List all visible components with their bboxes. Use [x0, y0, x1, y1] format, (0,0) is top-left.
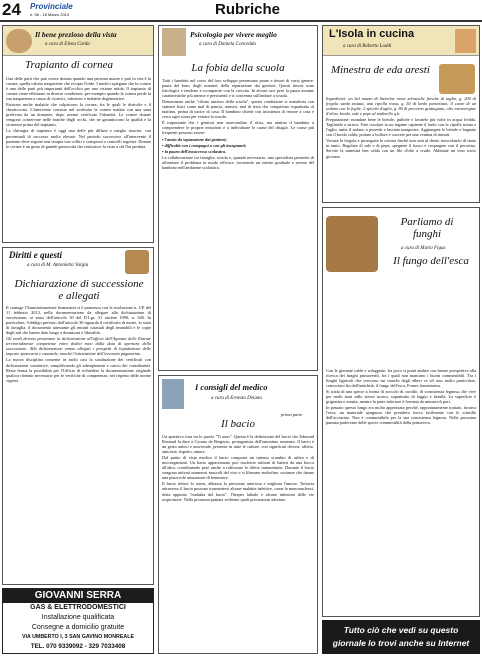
dish-photo: [439, 64, 475, 94]
ad-name: GIOVANNI SERRA: [3, 589, 153, 603]
body-paragraph: Esistono molte malattie che colpiscono la cornea, fra le quali le distrofie e il cheratocono. L'intervento consiste nel sostituire la cornea malata con una sana prelevata da un donatore, dopo averne verificato l'idoneità. Le cornee donate vengono conservate nelle banche degli occhi, che ne garantiscono la qualità e la sicurezza prima del trapianto.: [6, 102, 151, 128]
body-paragraph: Il coniuge l'Amministrazione finanziaria si è promessa con la risoluzione n. 1/E del 11 febbraio 2013, nella documentazione da allegare alla dichiarazione di successione, ai sensi dell'articolo 30 del D.Lgs. 31 ottobre 1990, n. 346. In particolare, l'obbligo previsto dall'articolo 30 riguarda il certificato di morte, lo stato di famiglia, il documento attestante gli estratti catastali degli immobili e le copie degli atti che hanno dato luogo a donazioni o liberalità.: [6, 305, 151, 336]
rubric-title: Psicologia per vivere meglio: [190, 30, 277, 39]
body-paragraph: Dal punto di vista medico il bacio comporta un intenso scambio di saliva e di microrganismi. Un bacio appassionato può trasferire milioni di batteri da una bocca all'altra, contribuendo però anche a rafforzare le difese immunitarie. Durante il bacio vengono attivati numerosi muscoli del viso e si liberano endorfine, sostanze che danno una piacevole sensazione di benessere.: [162, 455, 314, 481]
eye-icon: [6, 29, 32, 53]
article-medico: [158, 375, 318, 654]
body-paragraph: Versate la fregola e proseguite la cottura finché non sarà al dente, mescolando di tanto in tanto. Regolate di sale e di pepe, spegnete il fuoco e cospargete con il pecorino. Servite la minestra ben calda con un filo d'olio a crudo. Abbinate un vino rosso giovane.: [326, 138, 476, 159]
article-title: Il bacio: [221, 418, 255, 430]
body-paragraph: Tutti i bambini nel corso del loro sviluppo presentano paure e timori di vario genere: paura del buio, degli estranei, della separazione dai genitori. Questi timori sono fisiologici e tendono a scomparire con la crescita. In alcuni casi però la paura assume caratteristiche più intense e persistenti e si concentra sull'andare a scuola.: [162, 78, 314, 99]
scales-icon: [125, 250, 149, 274]
rubric-header: [159, 376, 317, 412]
masthead: [0, 0, 482, 22]
mushroom-photo: [326, 216, 378, 272]
article-body: [162, 434, 314, 652]
rubric-title: I consigli del medico: [195, 382, 268, 392]
body-paragraph: Gli eredi devono presentare la dichiarazione all'ufficio dell'Agenzia delle Entrate territorialmente competente entro dodici mesi dalla data di apertura della successione. Alla dichiarazione vanno allegati i prospetti di liquidazione delle imposte ipotecaria e catastale, nonché l'attestazione dell'avvenuto pagamento.: [6, 336, 151, 357]
ad-line: GAS & ELETTRODOMESTICI: [30, 604, 126, 611]
ad-line: TEL. 070 9339092 - 329 7033408: [30, 643, 126, 650]
article-title: Minestra de eda aresti: [331, 64, 430, 76]
section-title: Rubriche: [215, 1, 281, 18]
rubric-byline: a cura di Mario Figus: [401, 246, 446, 251]
article-body: [326, 96, 476, 200]
body-paragraph: In passato questo fungo era molto apprezzato perché, opportunamente trattato, forniva l'esca, un materiale spugnoso che prendeva fuoco facilmente con le scintille dell'acciarino. Non è commestibile per la sua consistenza legnosa. Nella prossima puntata parleremo delle specie commestibili della primavera.: [326, 405, 476, 426]
body-paragraph: Il bacio riduce lo stress, abbassa la pressione arteriosa e migliora l'umore. Tuttavia attraverso il bacio possono trasmettersi alcune malattie infettive, come la mononucleosi, detta appunto "malattia del bacio", l'herpes labiale e alcune infezioni delle vie respiratorie. Nella prossima puntata vedremo quali precauzioni adottare.: [162, 481, 314, 502]
body-paragraph: Si tratta di una specie a forma di zoccolo di cavallo, di consistenza legnosa, che vive per molti anni sullo stesso tronco, soprattutto di faggio e betulla. La superficie è grigiastra e zonata, mentre la parte inferiore è formata da minuscoli pori.: [326, 389, 476, 405]
brand-logo: Provinciale: [30, 2, 73, 11]
issue-info: n. 06 - 18 Marzo 2013: [30, 12, 70, 17]
ingredients: Ingredienti: un bel mazzo di bietoline rosse selvatiche fresche di taglio, g. 200 di fregola sarda tostata, una cipolla rossa, g. 50 di lardo pancettato, il cuore di un sedano con le foglie, 2 spicchi d'aglio, g. 80 di pecorino grattugiato, olio extravergine d'oliva, brodo, sale e pepe al mulinello q.b.: [326, 96, 476, 117]
article-title: Dichiarazione di successione e allegati: [14, 278, 144, 302]
promo-line: Tutto ciò che vedi su questo: [343, 625, 459, 635]
ad-line: VIA UMBERTO I, 3 SAN GAVINO MONREALE: [21, 634, 135, 640]
rubric-header: [3, 248, 153, 276]
ad-line: Consegne a domicilio gratuite: [31, 624, 125, 631]
rubric-byline: a cura di M. Antonietta Vargiu: [27, 263, 89, 268]
masthead-rule: [0, 20, 482, 22]
body-paragraph: Preparazione: mondate bene le bietole, pulitele e lavatele più volte in acqua fredda. Tagliatele a strisce. Fate rosolare in un tegame capiente il lardo con la cipolla tritata e l'aglio, unite il sedano a pezzetti e lasciate insaporire. Aggiungete le bietole e bagnate con il brodo caldo; portate a bollore e cuocete per una ventina di minuti.: [326, 117, 476, 138]
list-item: • la paura dell'insuccesso scolastico.: [162, 148, 227, 154]
body-paragraph: La nuova disciplina consente in molti casi la sostituzione dei certificati con dichiarazioni sostitutive, semplificando gli adempimenti a carico dei contribuenti. Resta ferma la possibilità per l'Ufficio di richiedere la documentazione originale qualora ritenuto necessario per le verifiche di competenza, nel rispetto delle norme vigenti.: [6, 357, 151, 383]
body-paragraph: Denominata anche "rifiuto ansioso della scuola", questa condizione si manifesta con sintomi fisici come mal di pancia, nausea, mal di testa che compaiono soprattutto al mattino, prima di uscire di casa. Il bambino chiede con insistenza di restare a casa e cerca ogni scusa per evitare la scuola.: [162, 99, 314, 120]
ad-banner: [2, 588, 154, 654]
body-paragraph: Con le giornate calde e soleggiate, fra poco si potrà andare con buone prospettive alla ricerca dei funghi primaverili, fra i quali non mancano i buoni commestibili. Tra i funghi lignicoli che crescono sui tronchi degli alberi ce n'è uno molto particolare, conosciuto fin dall'antichità: il fungo dell'esca, Fomes fomentarius.: [326, 368, 476, 389]
body-paragraph: La chirurgia di trapianto è oggi una delle più diffuse e meglio riuscite, con percentuali di successo molto elevate. Nel periodo successivo all'intervento il paziente deve seguire una terapia con colliri e sottoporsi a controlli regolari. Donare le cornee è un gesto di grande generosità che restituisce la vista a chi l'ha perduta.: [6, 128, 151, 149]
article-body: [326, 368, 476, 614]
body-paragraph: Una delle parti che può essere donata quando una persona muore e può in vita è la cornea, quella calotta trasparente che ricopre l'iride. I medici spiegano che la cornea è una delle parti più importanti dell'occhio per una visione nitida. Il trapianto di cornea viene effettuato in diverse condizioni, per esempio quando la cornea perde la sua trasparenza a causa di cicatrici, infezioni o malattie degenerative.: [6, 76, 151, 102]
chef-icon: [455, 29, 476, 53]
article-psicologia: [158, 25, 318, 371]
page-number: 24: [2, 0, 21, 19]
portrait-icon: [162, 28, 186, 56]
article-body: [162, 78, 314, 368]
rubric-byline: a cura di Roberto Loddi: [343, 44, 392, 49]
rubric-header: [323, 26, 479, 56]
article-cucina: [322, 25, 480, 203]
internet-promo: [322, 620, 480, 654]
rubric-title: Parliamo di funghi: [400, 216, 454, 240]
rubric-byline: a cura di Daniela Concedda: [199, 42, 256, 47]
article-title: La fobia della scuola: [191, 62, 285, 74]
rubric-title: L'Isola in cucina: [329, 28, 415, 40]
article-body: [6, 76, 151, 241]
article-title: Trapianto di cornea: [25, 59, 114, 71]
body-paragraph: Un aperitivo rosa tra le parole "Ti amo". Questa è la definizione del bacio che Edmond Rostand fa dare a Cyrano de Bergerac, protagonista dell'omonimo romanzo. Il bacio è un gesto antico e universale, presente in tutte le culture, con significati diversi: affetto, amicizia, rispetto, amore.: [162, 434, 314, 455]
ad-line: Installazione qualificata: [41, 614, 115, 621]
doctor-icon: [162, 379, 184, 409]
promo-line: giornale lo trovi anche su Internet: [332, 638, 470, 648]
article-title: Il fungo dell'esca: [393, 255, 469, 267]
rubric-byline: a cura di Elena Corda: [45, 42, 90, 47]
article-funghi: [322, 207, 480, 617]
body-paragraph: La collaborazione tra famiglia, scuola e, quando necessario, uno specialista permette di affrontare il problema in modo efficace, favorendo un rientro graduale e sereno del bambino nell'ambiente scolastico.: [162, 154, 314, 170]
article-diritti: [2, 247, 154, 585]
body-paragraph: È importante che i genitori non assecondino il ritiro, ma aiutino il bambino a comprendere le proprie emozioni e a individuare le cause del disagio. Le cause più frequenti possono essere:: [162, 120, 314, 136]
rubric-title: Diritti e questi: [9, 250, 63, 260]
part-tag: prima parte: [281, 412, 303, 417]
list-item: • l'ansia da separazione dai genitori;: [162, 136, 227, 142]
article-body: [6, 305, 151, 583]
article-vista: [2, 25, 154, 243]
rubric-byline: a cura di Ernesto Deiana: [211, 396, 262, 401]
rubric-title: Il bene prezioso della vista: [35, 30, 117, 39]
rubric-header: [3, 26, 153, 56]
list-item: • difficoltà con i compagni o con gli insegnanti;: [162, 142, 247, 148]
rubric-header: [159, 26, 317, 58]
